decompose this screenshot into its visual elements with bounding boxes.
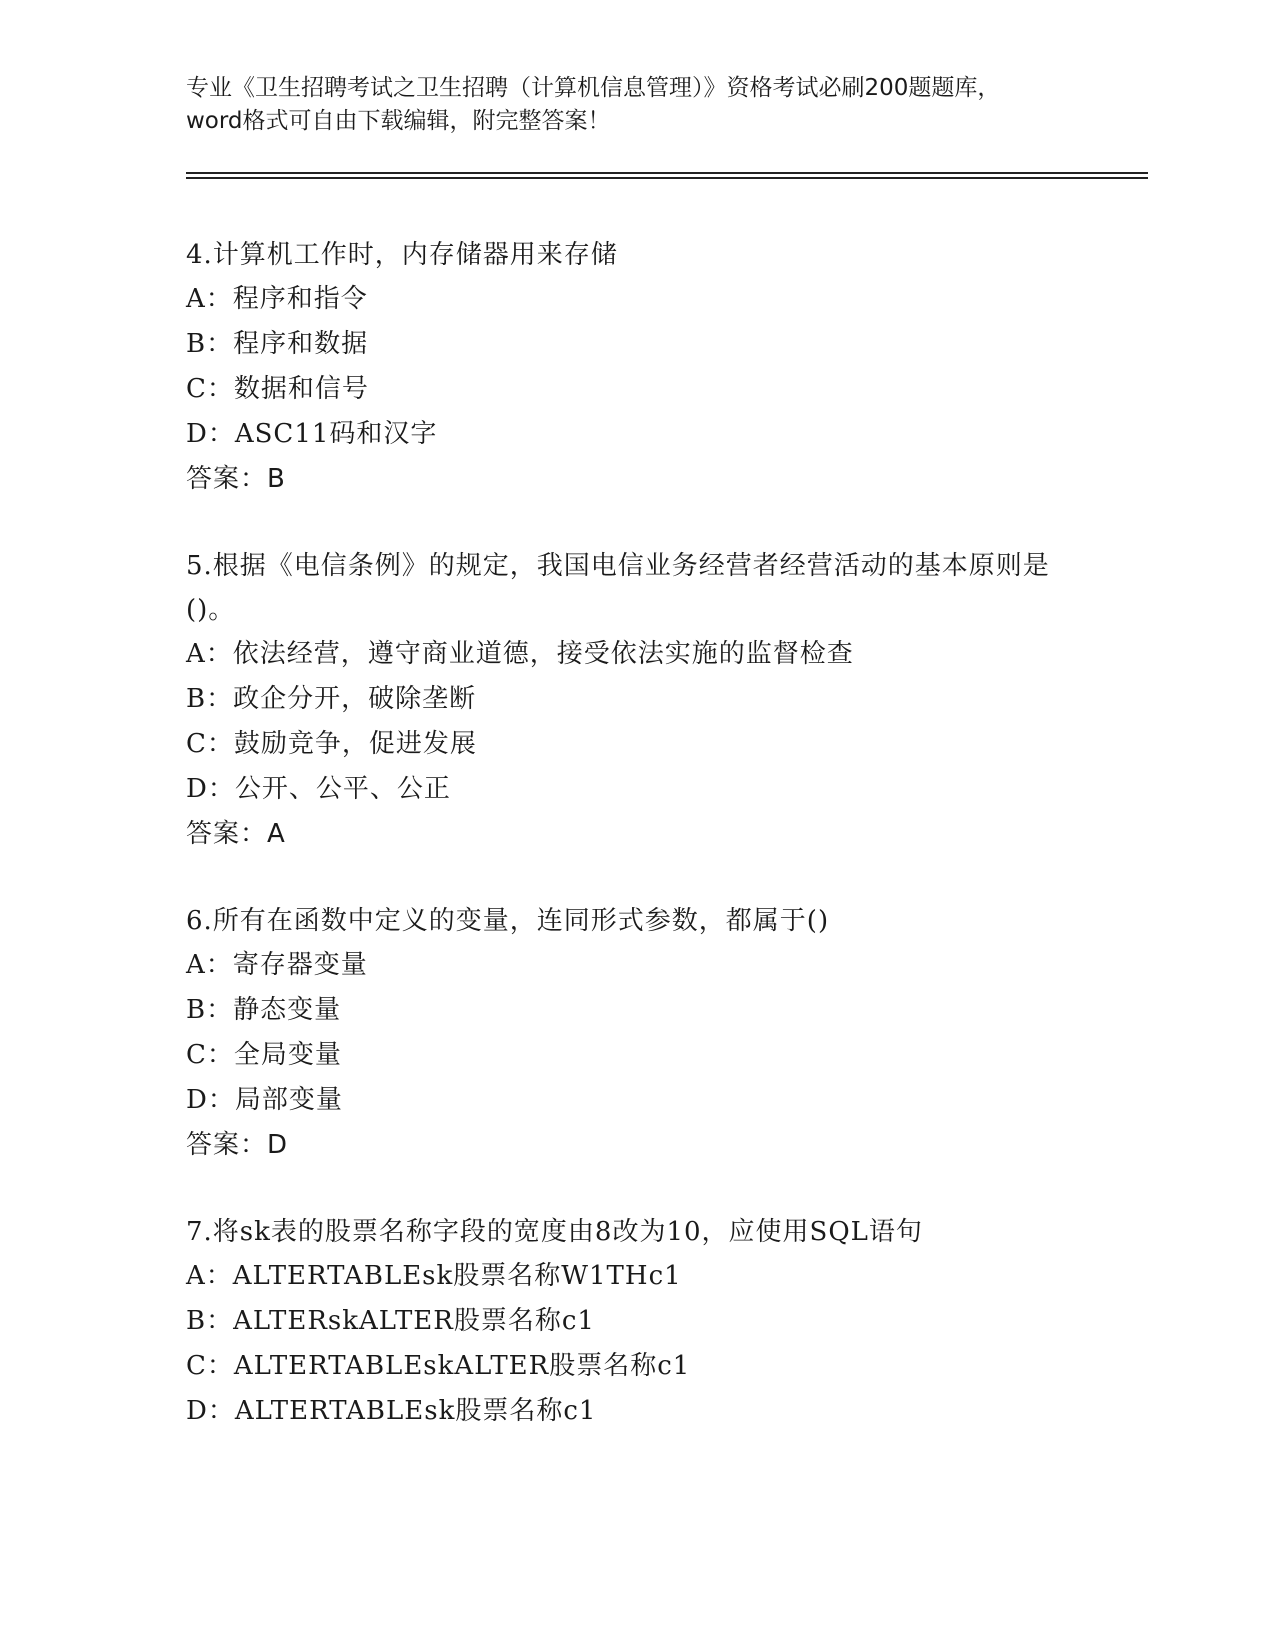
option-a: A：ALTERTABLEsk股票名称W1THc1 bbox=[186, 1261, 682, 1291]
option-d: D：ALTERTABLEsk股票名称c1 bbox=[186, 1396, 597, 1426]
header-divider-bottom bbox=[186, 177, 1148, 179]
option-d: D：公开、公平、公正 bbox=[186, 774, 451, 804]
option-b: B：静态变量 bbox=[186, 995, 342, 1025]
option-b: B：ALTERskALTER股票名称c1 bbox=[186, 1306, 595, 1336]
option-c: C：全局变量 bbox=[186, 1040, 342, 1070]
option-b: B：政企分开，破除垄断 bbox=[186, 684, 477, 714]
header-line-2: word格式可自由下载编辑，附完整答案！ bbox=[186, 108, 611, 134]
question-stem: 7.将sk表的股票名称字段的宽度由8改为10，应使用SQL语句 bbox=[186, 1217, 923, 1247]
option-d: D：ASC11码和汉字 bbox=[186, 419, 438, 449]
question-7 bbox=[186, 1210, 1086, 1434]
option-c: C：鼓励竞争，促进发展 bbox=[186, 729, 477, 759]
question-stem: 4.计算机工作时，内存储器用来存储 bbox=[186, 240, 618, 270]
option-d: D：局部变量 bbox=[186, 1085, 343, 1115]
option-c: C：ALTERTABLEskALTER股票名称c1 bbox=[186, 1351, 691, 1381]
option-a: A：程序和指令 bbox=[186, 284, 368, 314]
answer-label: 答案：D bbox=[186, 1130, 289, 1160]
question-list bbox=[186, 233, 1086, 1476]
option-c: C：数据和信号 bbox=[186, 374, 369, 404]
question-5 bbox=[186, 544, 1086, 857]
question-4 bbox=[186, 233, 1086, 502]
question-stem: 5.根据《电信条例》的规定，我国电信业务经营者经营活动的基本原则是()。 bbox=[186, 551, 1050, 625]
header-divider-top bbox=[186, 172, 1148, 174]
option-a: A：依法经营，遵守商业道德，接受依法实施的监督检查 bbox=[186, 639, 854, 669]
question-stem: 6.所有在函数中定义的变量，连同形式参数，都属于() bbox=[186, 906, 830, 936]
answer-label: 答案：B bbox=[186, 464, 286, 494]
document-header bbox=[186, 72, 1086, 138]
option-b: B：程序和数据 bbox=[186, 329, 369, 359]
option-a: A：寄存器变量 bbox=[186, 950, 368, 980]
question-6 bbox=[186, 899, 1086, 1168]
answer-label: 答案：A bbox=[186, 819, 286, 849]
header-line-1: 专业《卫生招聘考试之卫生招聘（计算机信息管理）》资格考试必刷200题题库， bbox=[186, 75, 1001, 101]
